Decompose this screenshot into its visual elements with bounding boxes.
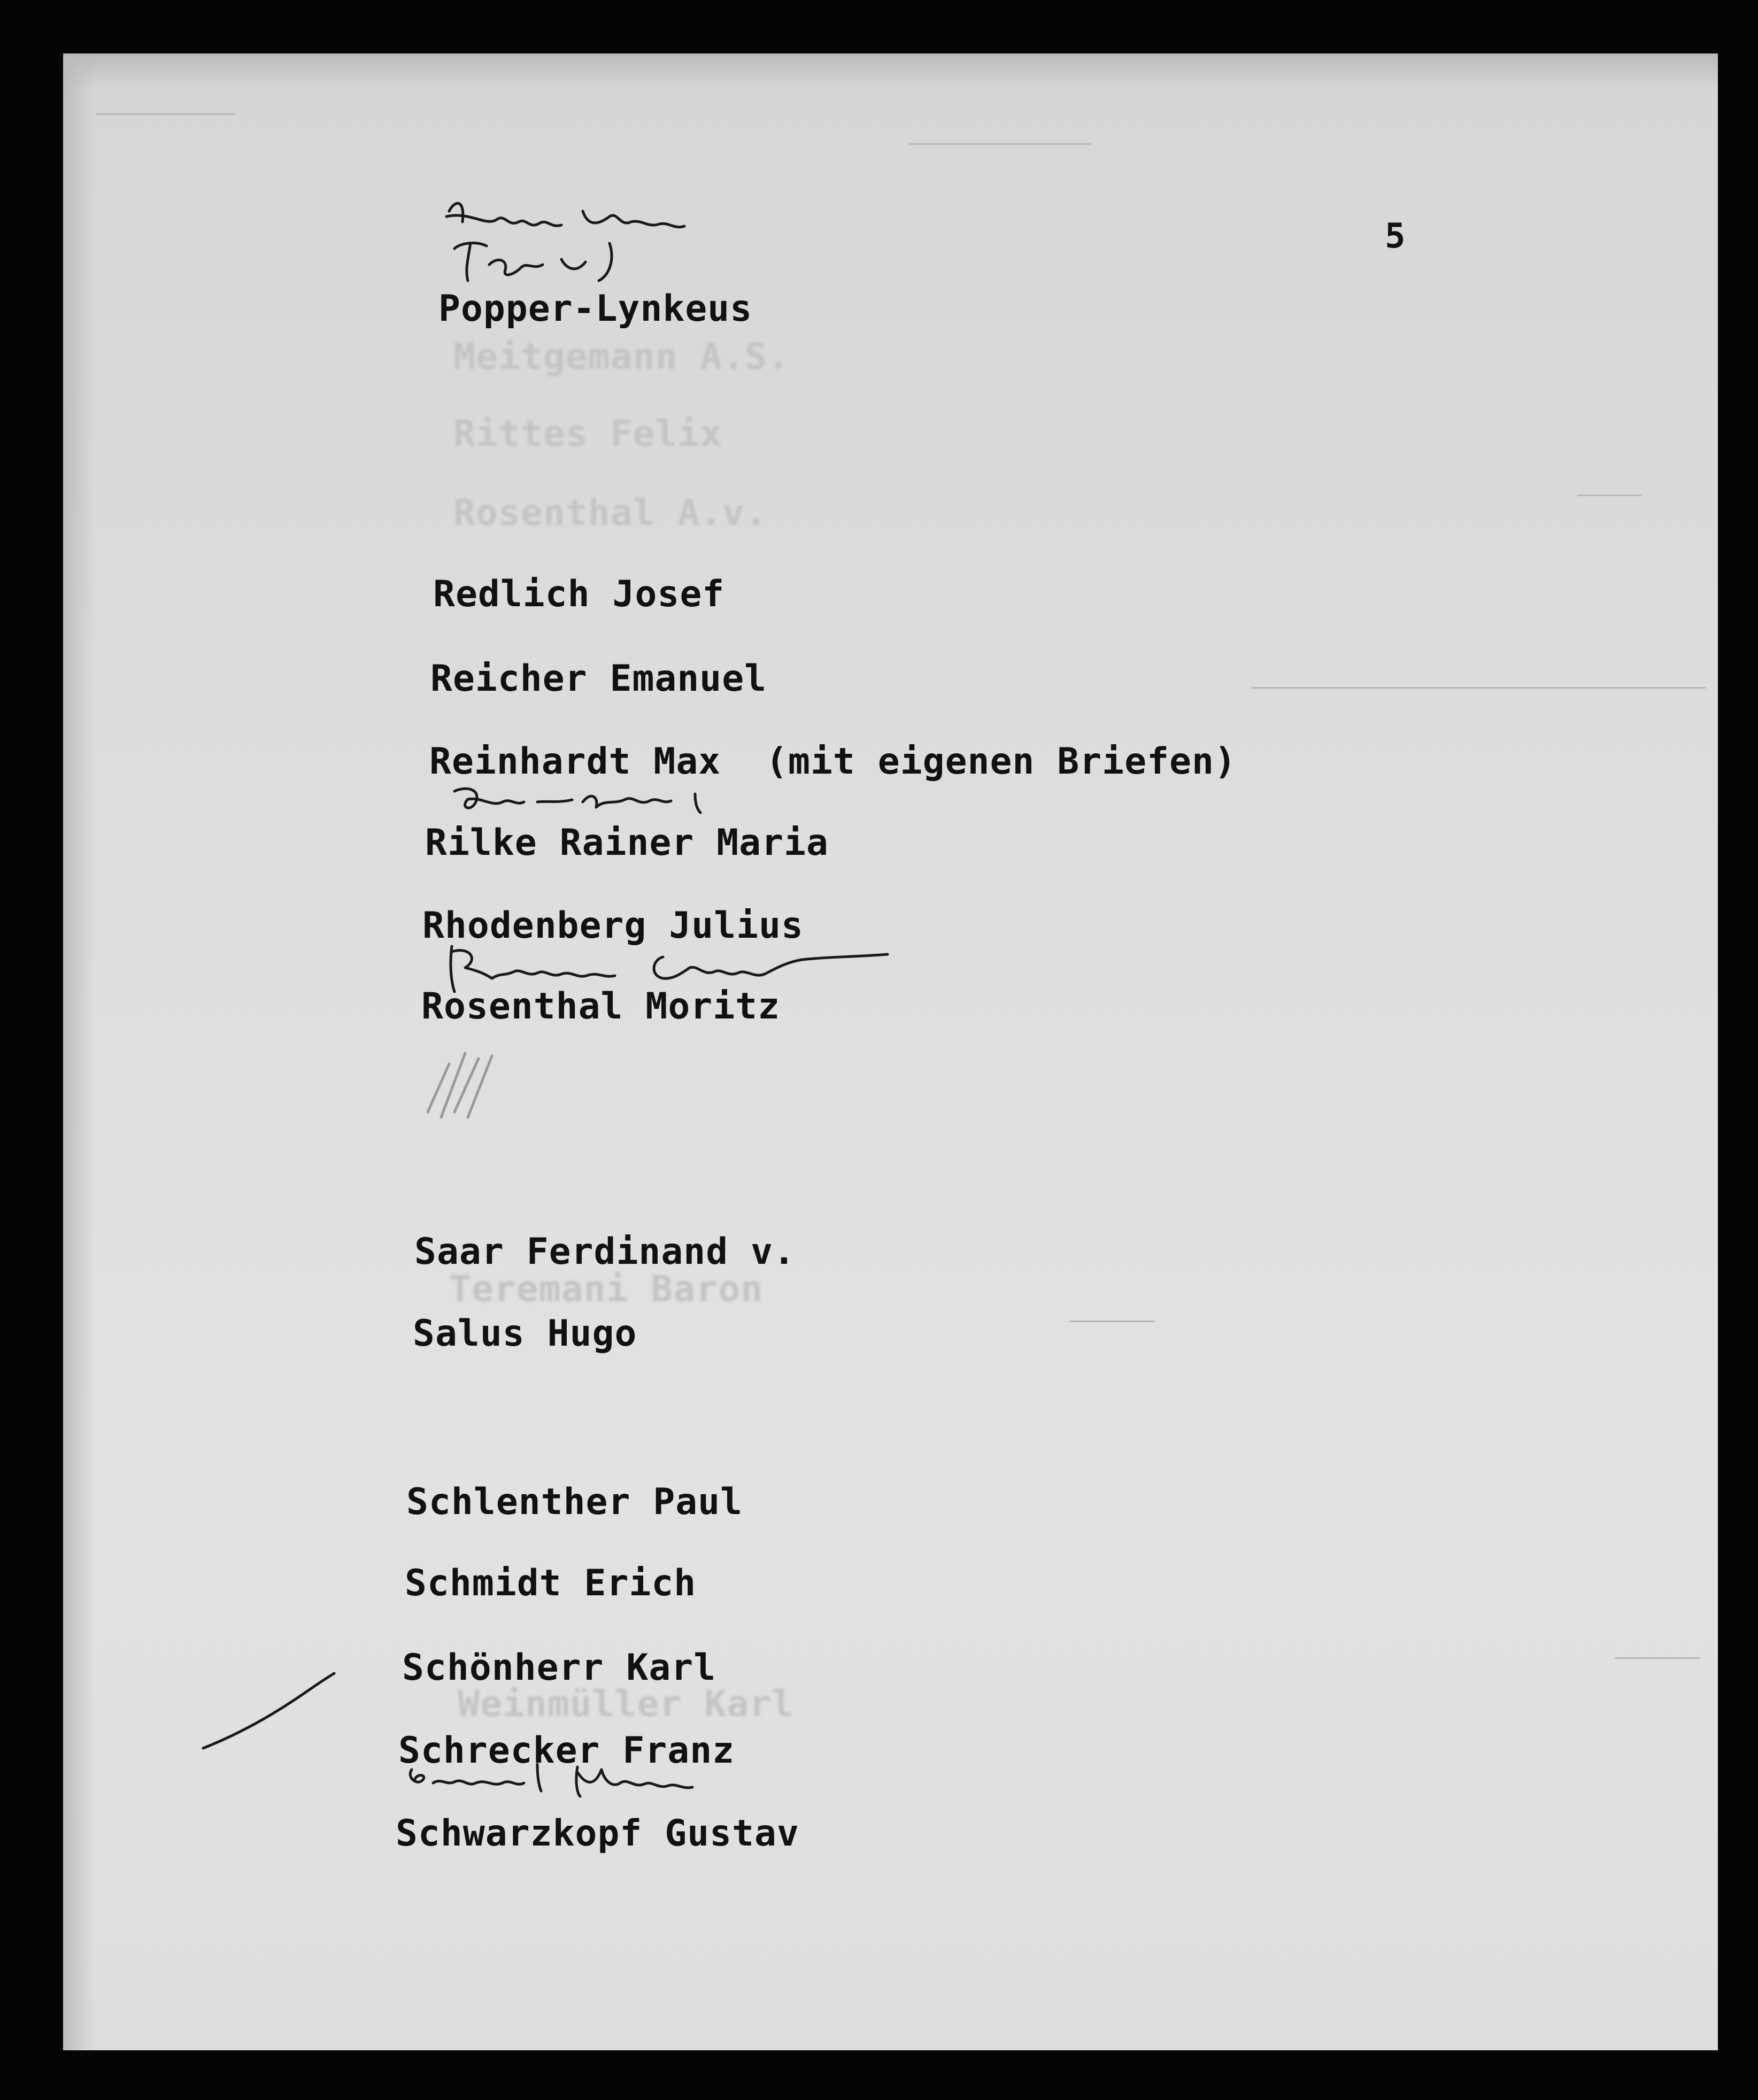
- entry-saar: Saar Ferdinand v.: [414, 1231, 796, 1273]
- handwritten-note-schmidt: [401, 1756, 754, 1810]
- show-through-text: Weinmüller Karl: [458, 1683, 795, 1725]
- show-through-text: Meitgemann A.S.: [453, 336, 790, 378]
- show-through-text: Rittes Felix: [453, 413, 723, 455]
- entry-rosenthal: Rosenthal Moritz: [421, 985, 781, 1028]
- pen-marks-faint: [417, 1032, 524, 1123]
- show-through-text: Rosenthal A.v.: [453, 492, 768, 534]
- entry-salus: Salus Hugo: [413, 1312, 637, 1355]
- entry-reinhardt: Reinhardt Max (mit eigenen Briefen): [429, 740, 1237, 783]
- page-shadow-left: [63, 53, 95, 2050]
- ruling-mark: [1577, 495, 1641, 496]
- pen-stroke-margin: [198, 1668, 342, 1754]
- entry-schoenherr: Schönherr Karl: [402, 1647, 716, 1689]
- ruling-mark: [1251, 687, 1706, 689]
- ruling-mark: [96, 113, 235, 115]
- handwritten-note-paulus: [438, 190, 813, 302]
- entry-rilke: Rilke Rainer Maria: [425, 822, 829, 864]
- page-shadow-top: [63, 53, 1718, 91]
- entry-redlich: Redlich Josef: [433, 573, 725, 615]
- ruling-mark: [1615, 1657, 1700, 1659]
- page-number: 5: [1385, 217, 1406, 256]
- entry-reicher: Reicher Emanuel: [430, 658, 767, 700]
- entry-schlenther: Schlenther Paul: [406, 1481, 743, 1523]
- ruling-mark: [1069, 1321, 1155, 1322]
- handwritten-note-rosenberg: [438, 936, 909, 1000]
- entry-schrecker: Schrecker Franz: [398, 1730, 735, 1772]
- show-through-text: Teremani Baron: [449, 1268, 764, 1310]
- entry-schwarzkopf: Schwarzkopf Gustav: [396, 1812, 799, 1855]
- entry-rhodenberg: Rhodenberg Julius: [422, 905, 804, 947]
- entry-popper-lynkeus: Popper-Lynkeus: [438, 288, 753, 330]
- ruling-mark: [909, 143, 1091, 145]
- handwritten-note-rilke-archiv: [444, 775, 775, 834]
- entry-schmidt: Schmidt Erich: [405, 1562, 697, 1604]
